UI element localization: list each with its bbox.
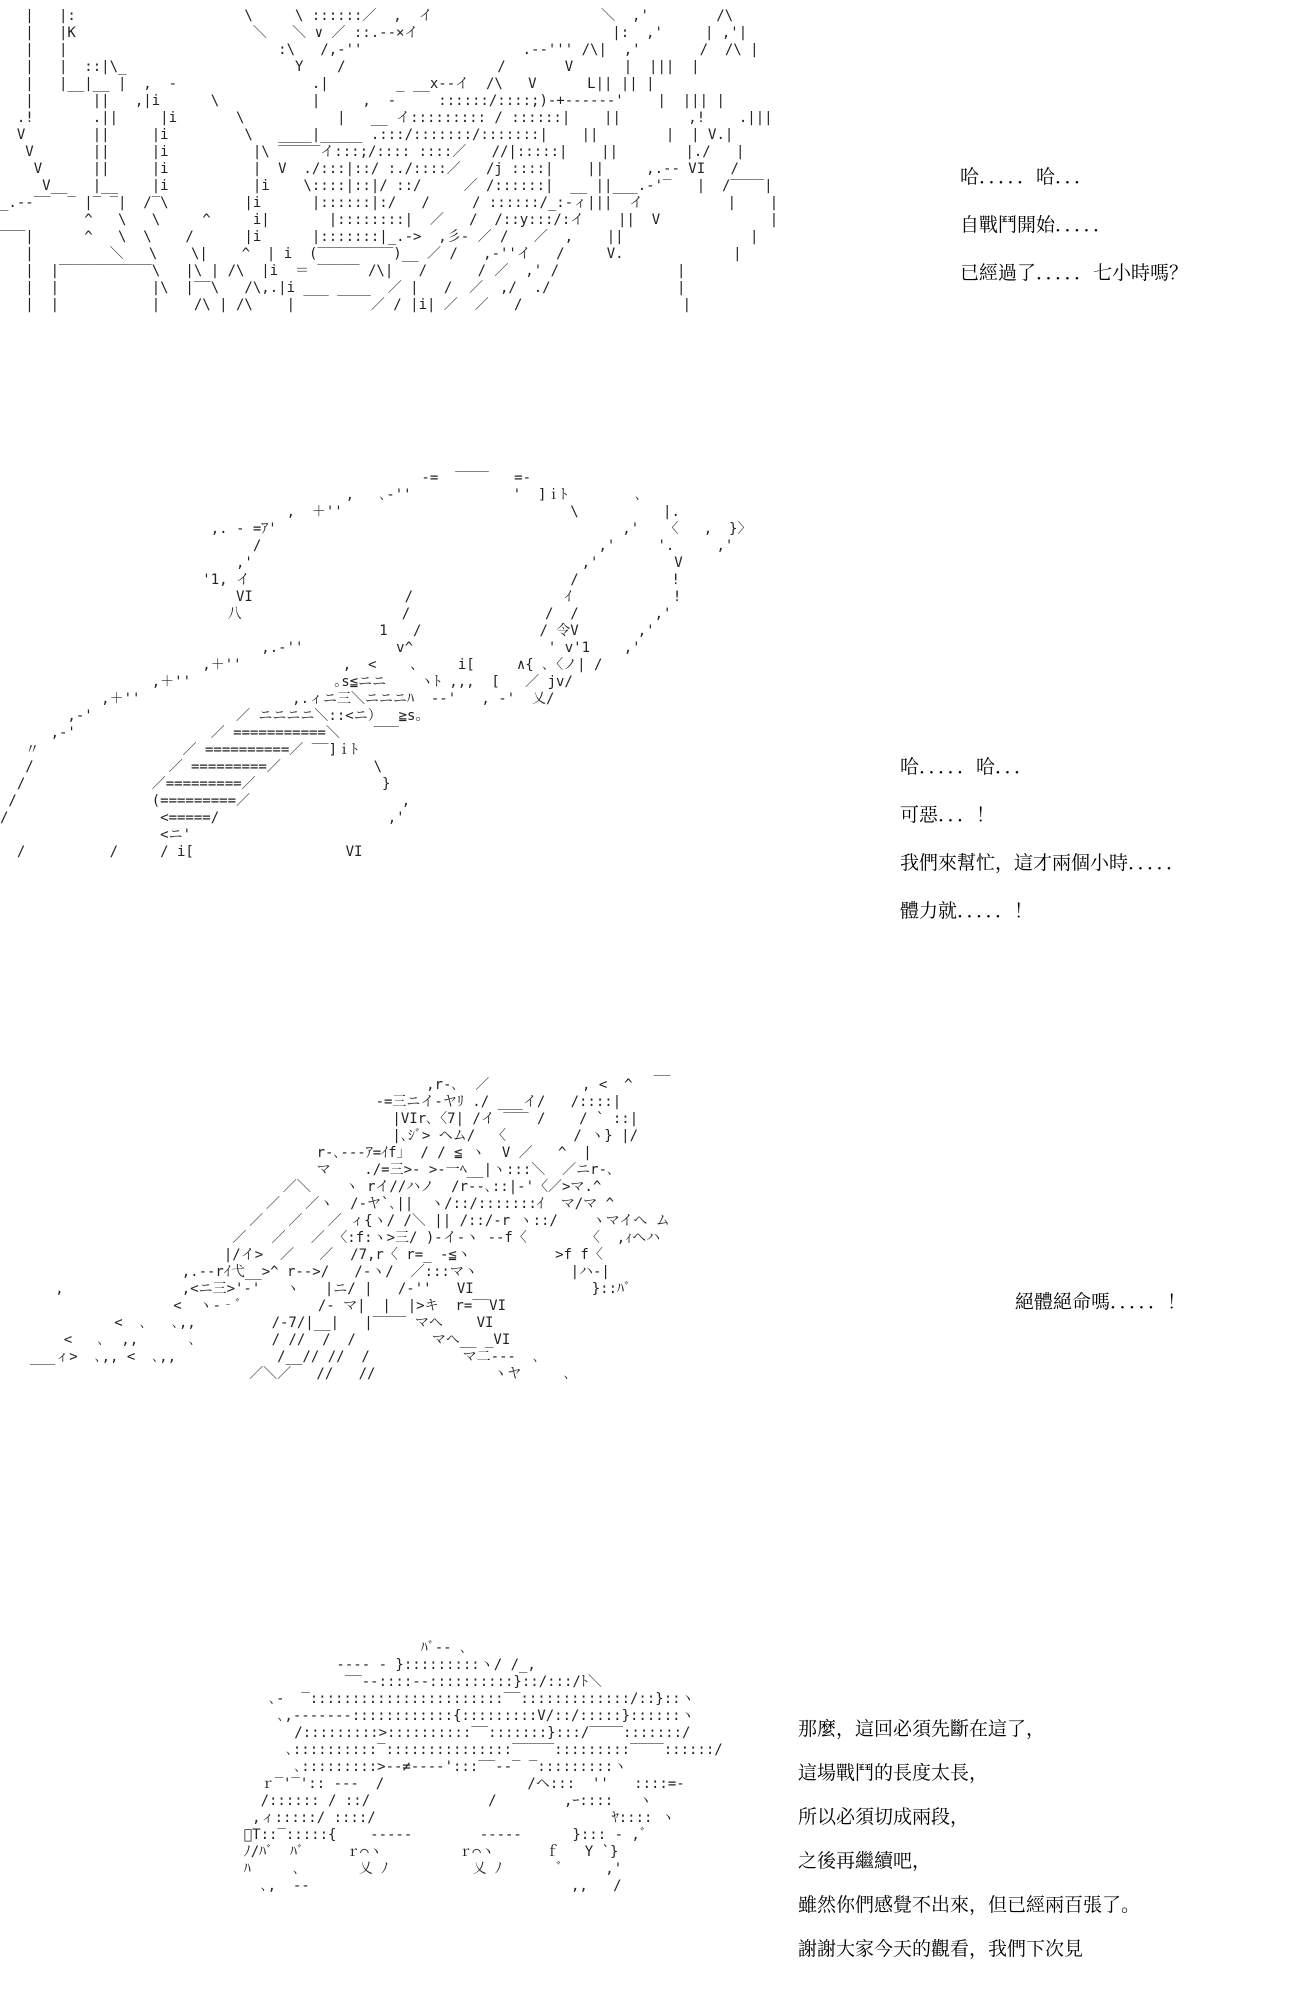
panel-3 [0, 1040, 1300, 1600]
dialogue-line: 謝謝大家今天的觀看，我們下次見 [798, 1938, 1084, 1960]
panel-4 [0, 1600, 1300, 2000]
ascii-art-figure-2: -= ‾‾‾‾ =- , ､‐'' ' ]ｉﾄ ､ , ＋'' \ |. ,. - =ｱ' ,' 〈 , }〉 / ,' '. ,' ,' ,' V '1, イ / ! VI / ｲ ! 八 / / / ,' 1 / / 令V ,' ,.‐'' v^ ' v'1 ,' ,＋'' , < 、 i[ ∧{ ､〈ノ| / ,＋'' ｡s≦ニニ ヽﾄ ,,, [ ／ jv/ ,＋'' ,.ィニ三＼ニニニﾊ -‐' , ‐' 乂/ ,-' ／ ニニニニ＼::<ニ） ≧s｡ ,-' ／ ===========＼ ‾‾‾ 〃 ／ ==========／ ‾‾]ｉﾄ / ／ =========／ \ / ／=========／ } / (=========／ , / <=====/ ,' <ニ' / / / i[ VI [0, 470, 752, 860]
dialogue-line: 哈．．．．．哈．．． [900, 756, 1034, 778]
dialogue-line: 體力就．．．．．！ [900, 900, 1034, 922]
dialogue-line: 雖然你們感覺不出來，但已經兩百張了。 [798, 1894, 1141, 1916]
dialogue-box-2 [900, 758, 1185, 950]
dialogue-box-1 [960, 168, 1188, 312]
dialogue-line: 可惡．．．！ [900, 804, 996, 826]
dialogue-line: 我們來幫忙，這才兩個小時．．．．． [900, 852, 1186, 874]
panel-2 [0, 440, 1300, 1040]
dialogue-line: 所以必須切成兩段， [798, 1806, 970, 1828]
ascii-art-figure-3: __ ,r‐､ ／ , < ^ ‐=三ニイ-ヤﾘ ./ ___イ/ /::::| |VIr､〈7| /イ ‾‾‾ / / ` ::| |､ｼﾞ> ヘム/ 〈 / ヽ} |/ r‐､--‐ｱ=ｲf｣ / / ≦ ヽ V ／ ^ | マ ./=三>‐ >‐一ﾍ__|ヽ:::＼ ／ニr‐､ ／＼ ヽ rイ//ハノ /r‐-､::|‐'〈／>マ.^ ／ ／ヽ /‐ヤ`､|| ヽ/::/:::::::ｲ マ/マ ^ ／ ／ ／ ィ{ヽ/ /＼ || /::/‐r ヽ::/ ヽマイへ ム ／ ／ ／ 〈:f:ヽ>三/ )‐イ‐ヽ ‐‐f〈 〈 ,ｨへハ |/イ> ／ ／ /7,r〈 r=_ ‐≦ヽ >f f〈 ,.-‐rｲ弋__>^ r‐‐>/ /‐ヽ/ ／:::マヽ |ハ-| , ,<ニ三>'‐' ヽ |ニ/ | /‐'' VI }::ﾊﾞ < ヽ‐‐ﾞ /‐ マ| | |>キ r=‾‾VI < ､ ､,, /‐7/|__| |‾‾‾‾ マへ VI < ､ ,, ､ / // / / マへ__ _VI ___ィ> ､,, < ､,, /__// // / マ二‐‐‐ ､ ／＼／ // // ヽヤ ､ [30, 1060, 671, 1382]
panel-1 [0, 0, 1300, 440]
ascii-art-figure-4: ﾊﾞ‐‐ ､ ‐‐‐‐ ‐ }:::::::::ヽ/ /_, ‾‾‐‐::::‐‐::::::::::}::/:::/ﾄ＼ ､‐ ‾:::::::::::::::::::::::‾‾:::::::::::::/::}::ヽ ､,‐-‐‐‐‐‐::::::::::::{:::::::::V/::/:::::}::::::ヽ /:::::::::>::::::::::‾‾:::::::}:::/‾‾‾‾:::::::/ ､::::::::::‾:::::::::::::::‾‾‾‾‾:::::::::‾‾‾‾::::::/ ､:::::::::>‐‐≠‐‐‐‐':::‾‾‐‐‾ ‾:::::::::ヽ ｒ‾'‾':: -‐‐ / /ヘ::: '' ::::=- /:::::: / ::/ / ,ｰ:::: ヽ ,ィ:::::/ ::::/ ﾔ:::: ヽ ﾞT::‾:::::{ ‐‐‐‐‐ ‐‐‐‐‐ }::: ‐ ,ﾞ ﾉ/ﾊﾞ ﾊﾞ ｒ⌒ヽ ｒ⌒ヽ ｆ Y `} ﾊ ､ 乂 ﾉ 乂 ﾉ ﾞ ,' ､, ‐‐ ,, / [235, 1640, 723, 1894]
dialogue-box-3 [1015, 1293, 1186, 1341]
dialogue-box-4 [798, 1720, 1140, 1984]
dialogue-line: 自戰鬥開始．．．．． [960, 214, 1113, 236]
dialogue-line: 這場戰鬥的長度太長， [798, 1762, 989, 1784]
dialogue-line: 已經過了．．．．．七小時嗎？ [960, 262, 1189, 284]
dialogue-line: 那麼，這回必須先斷在這了， [798, 1718, 1046, 1740]
dialogue-line: 哈．．．．．哈．．． [960, 166, 1094, 188]
dialogue-line: 絕體絕命嗎．．．．．！ [1015, 1291, 1187, 1313]
dialogue-line: 之後再繼續吧， [798, 1850, 932, 1872]
ascii-art-figure-1: | |: \ \ ::::::／ , イ ＼ ,' /\ | |K ＼ ＼ ∨ ／ ::.--×イ |: ,' | ,'| | | :\ /,-'' .-‐''' /\| ,' / /\ | | | ::|\_ Y / / V | ||| | | |__|__ | , - .| _ __x--イ /\ V L|| || | | || ,|i \ | , - ::::::/::::;)-+------' | ||| | .! .|| |i \ | __ イ::::::::: / ::::::| || ,! .||| V || |i \ ____|_____ .:::/:::::::/:::::::| || | | V.| V || |i |\ ‾‾‾‾‾イ:::;/:::: ::::／ //|:::::| || |./ | V || |i | V ./:::|::/ :./::::／ /j ::::| || ,.-- VI / V__ |__ |i |i \::::|::|/ ::/ ／ /::::::| __ ||___.-'‾ | /‾‾‾‾| _.--‾‾ ‾ |‾ ‾| /‾\ |i |::::::|:/ / / ::::::/_:-ィ||| イ | | ^ \ \ ^ i| |::::::::| ／ / /::y:::/:イ || V | ‾‾‾| ^ \ \ / |i |:::::::|_.-> ,彡- ／ / ／ , || | | ＼ \ \| ^ | i (‾‾‾‾‾‾‾‾‾)__ ／ / ,‐''イ / V. | | |‾‾‾‾‾‾‾‾‾‾‾\ |\ | /\ |i ＝ ‾‾‾‾‾ /\| / / ／ ,' / | | | |\ |‾‾\ /\,.|i ___ ____ ／ | / ／ ,/ ./ | | | | /\ | /\ | ／ / |i| ／ ／ / | [0, 8, 779, 313]
